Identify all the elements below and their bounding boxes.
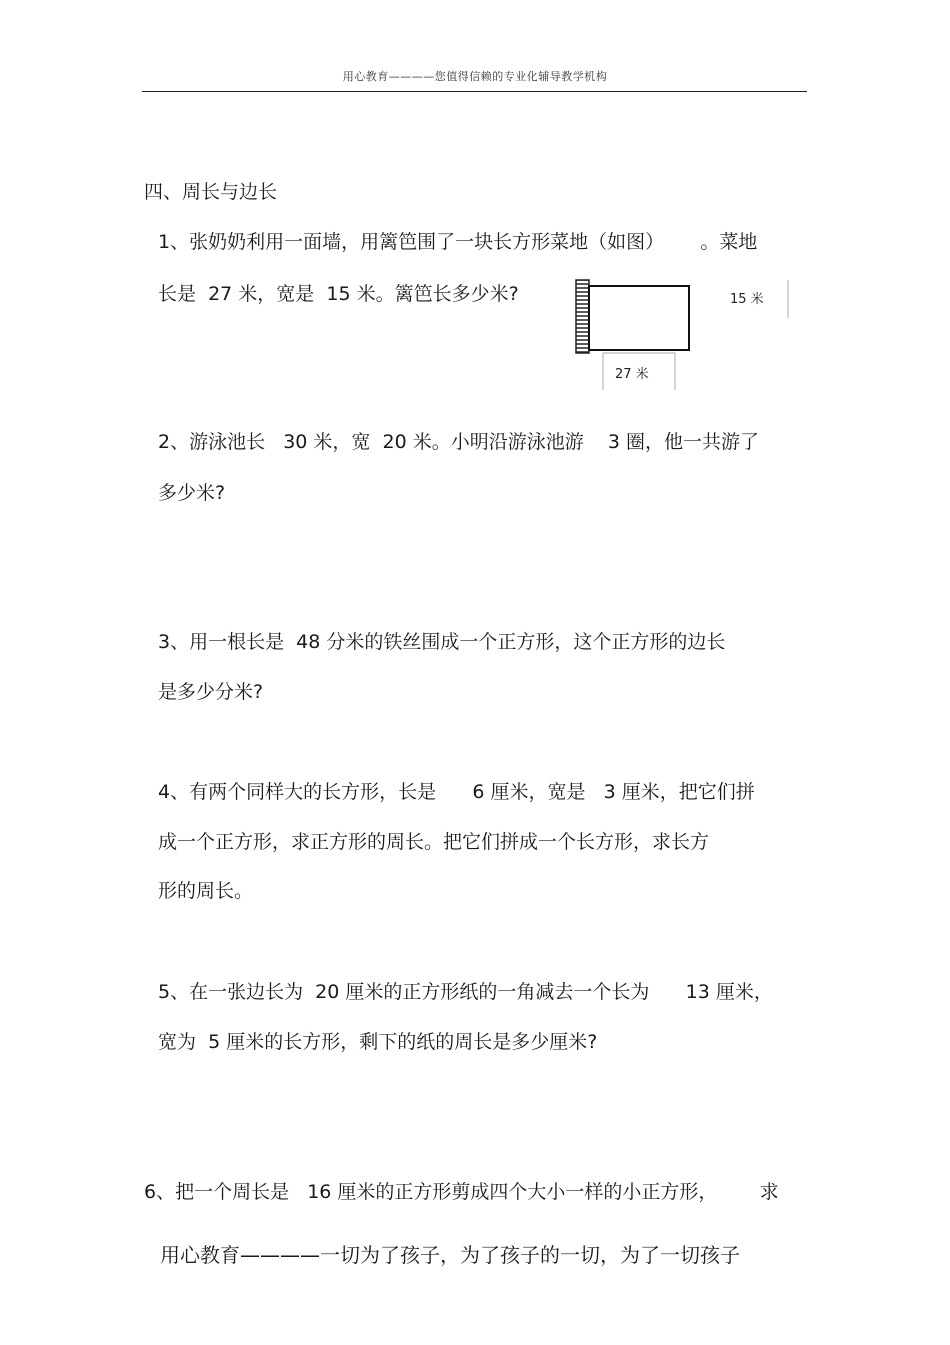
question-5-line-1: 5、在一张边长为 20 厘米的正方形纸的一角减去一个长为 13 厘米， <box>158 981 773 1003</box>
garden-diagram <box>560 270 800 395</box>
question-6-line-1: 6、把一个周长是 16 厘米的正方形剪成四个大小一样的小正方形， 求 <box>144 1181 779 1203</box>
question-4-line-2: 成一个正方形，求正方形的周长。把它们拼成一个长方形，求长方 <box>158 831 710 853</box>
question-2-line-2: 多少米? <box>158 482 226 504</box>
wall <box>576 280 589 353</box>
question-5-line-2: 宽为 5 厘米的长方形，剩下的纸的周长是多少厘米? <box>158 1031 598 1053</box>
question-3-line-2: 是多少分米? <box>158 681 264 703</box>
page-footer: 用心教育————一切为了孩子，为了孩子的一切，为了一切孩子 <box>160 1243 740 1267</box>
question-1-line-1: 1、张奶奶利用一面墙，用篱笆围了一块长方形菜地（如图） 。菜地 <box>158 231 758 253</box>
question-1-line-2: 长是 27 米，宽是 15 米。篱笆长多少米? <box>158 283 519 305</box>
header-divider <box>142 91 807 92</box>
section-title: 四、周长与边长 <box>144 181 278 203</box>
question-3-line-1: 3、用一根长是 48 分米的铁丝围成一个正方形，这个正方形的边长 <box>158 631 726 653</box>
garden-rectangle <box>589 286 689 350</box>
length-label: 27 米 <box>615 367 649 382</box>
page-header: 用心教育————您值得信赖的专业化辅导教学机构 <box>342 70 608 83</box>
question-4-line-3: 形的周长。 <box>158 880 254 902</box>
question-2-line-1: 2、游泳池长 30 米，宽 20 米。小明沿游泳池游 3 圈，他一共游了 <box>158 431 760 453</box>
width-label: 15 米 <box>730 292 764 307</box>
question-4-line-1: 4、有两个同样大的长方形，长是 6 厘米，宽是 3 厘米，把它们拼 <box>158 781 755 803</box>
